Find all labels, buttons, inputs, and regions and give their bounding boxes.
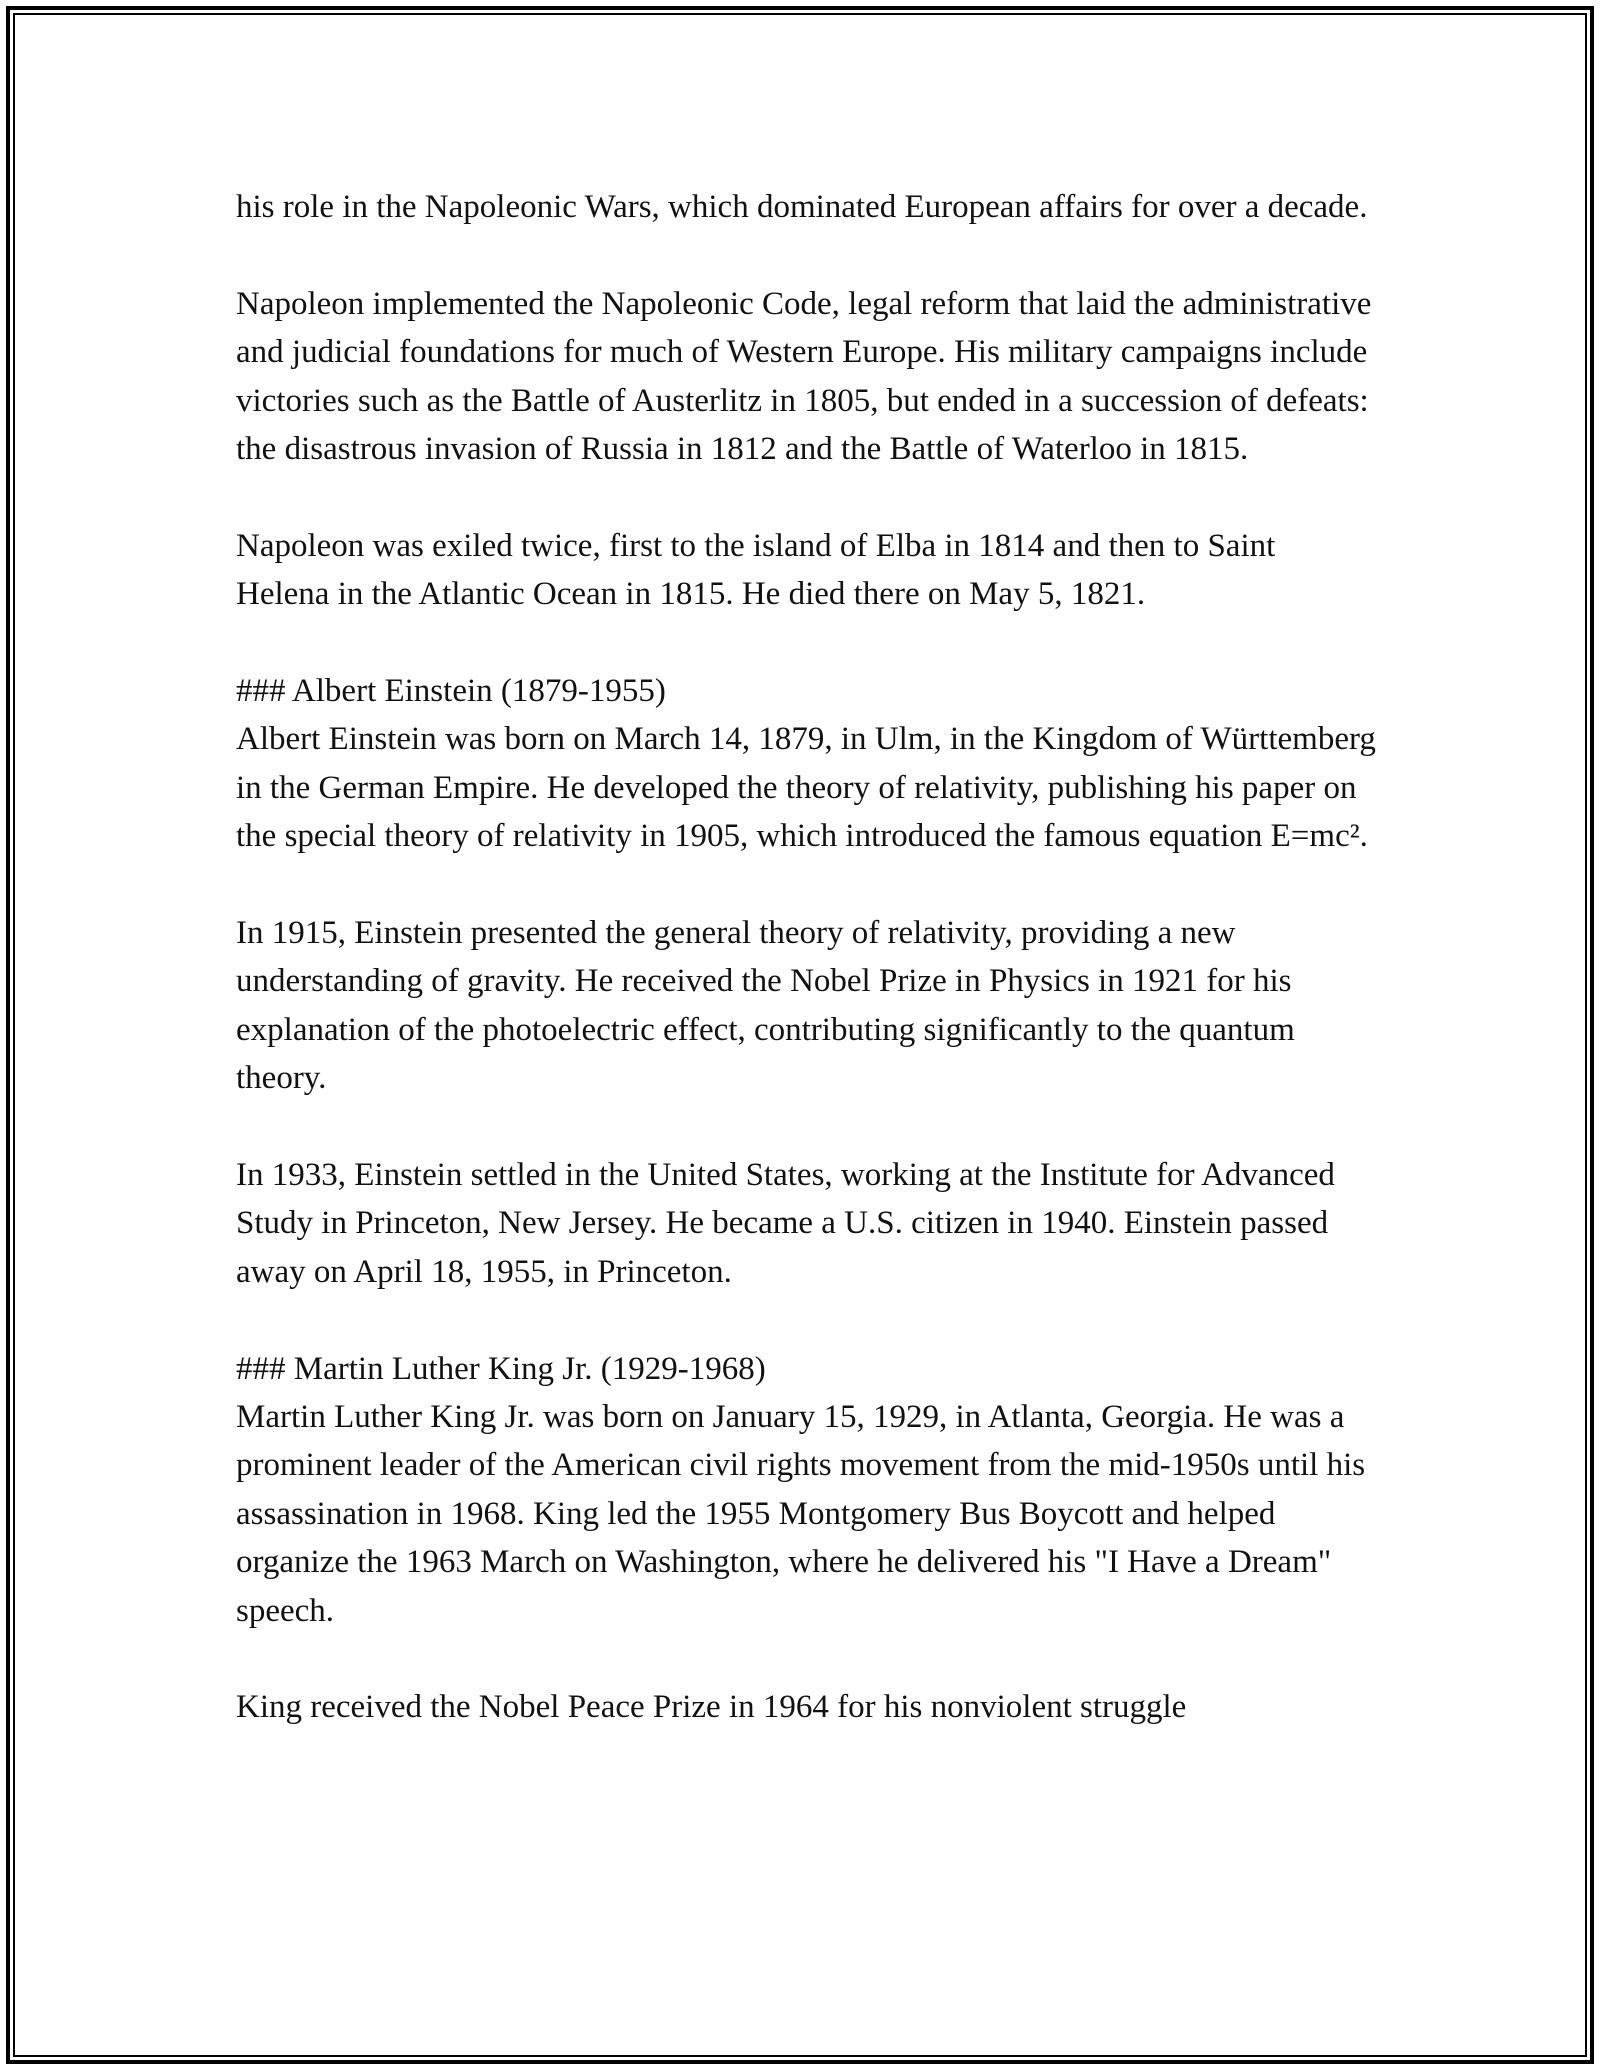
heading-martin-luther-king: ### Martin Luther King Jr. (1929-1968) [236, 1350, 766, 1387]
paragraph-napoleonic-wars: his role in the Napoleonic Wars, which dominated European affairs for over a decade. [236, 189, 1368, 225]
paragraph-napoleon-exile: Napoleon was exiled twice, first to the island of Elba in 1814 and then to Saint Helena in the Atlantic Ocean in 1815. He died there on May 5, 1821. [236, 527, 1276, 613]
paragraph-einstein-birth: Albert Einstein was born on March 14, 1879, in Ulm, in the Kingdom of Württemberg in the German Empire. He developed the theory of relativity, publishing his paper on the special theory of relativity in 1905, which introduced the famous equation E=mc². [236, 721, 1376, 855]
paragraph-king-birth: Martin Luther King Jr. was born on January 15, 1929, in Atlanta, Georgia. He was a prominent leader of the American civil rights movement from the mid-1950s until his assassination in 1968. King led the 1955 Montgomery Bus Boycott and helped organize the 1963 March on Washington, where he delivered his "I Have a Dream" speech. [236, 1399, 1366, 1629]
paragraph-einstein-princeton: In 1933, Einstein settled in the United States, working at the Institute for Advanced Study in Princeton, New Jersey. He became a U.S. citizen in 1940. Einstein passed away on April 18, 1955, in Princeton. [236, 1157, 1335, 1290]
paragraph-king-nobel: King received the Nobel Peace Prize in 1964 for his nonviolent struggle [236, 1689, 1187, 1726]
paragraph-einstein-general-relativity: In 1915, Einstein presented the general theory of relativity, providing a new understanding of gravity. He received the Nobel Prize in Physics in 1921 for his explanation of the photoelectric effect, contributing significantly to the quantum theory. [236, 915, 1295, 1097]
document-body [236, 183, 1376, 1780]
paragraph-napoleonic-code: Napoleon implemented the Napoleonic Code, legal reform that laid the administrative and judicial foundations for much of Western Europe. His military campaigns include victories such as the Battle of Austerlitz in 1805, but ended in a succession of defeats: the disastrous invasion of Russia in 1812 and the Battle of Waterloo in 1815. [236, 285, 1372, 468]
heading-albert-einstein: ### Albert Einstein (1879-1955) [236, 673, 666, 710]
